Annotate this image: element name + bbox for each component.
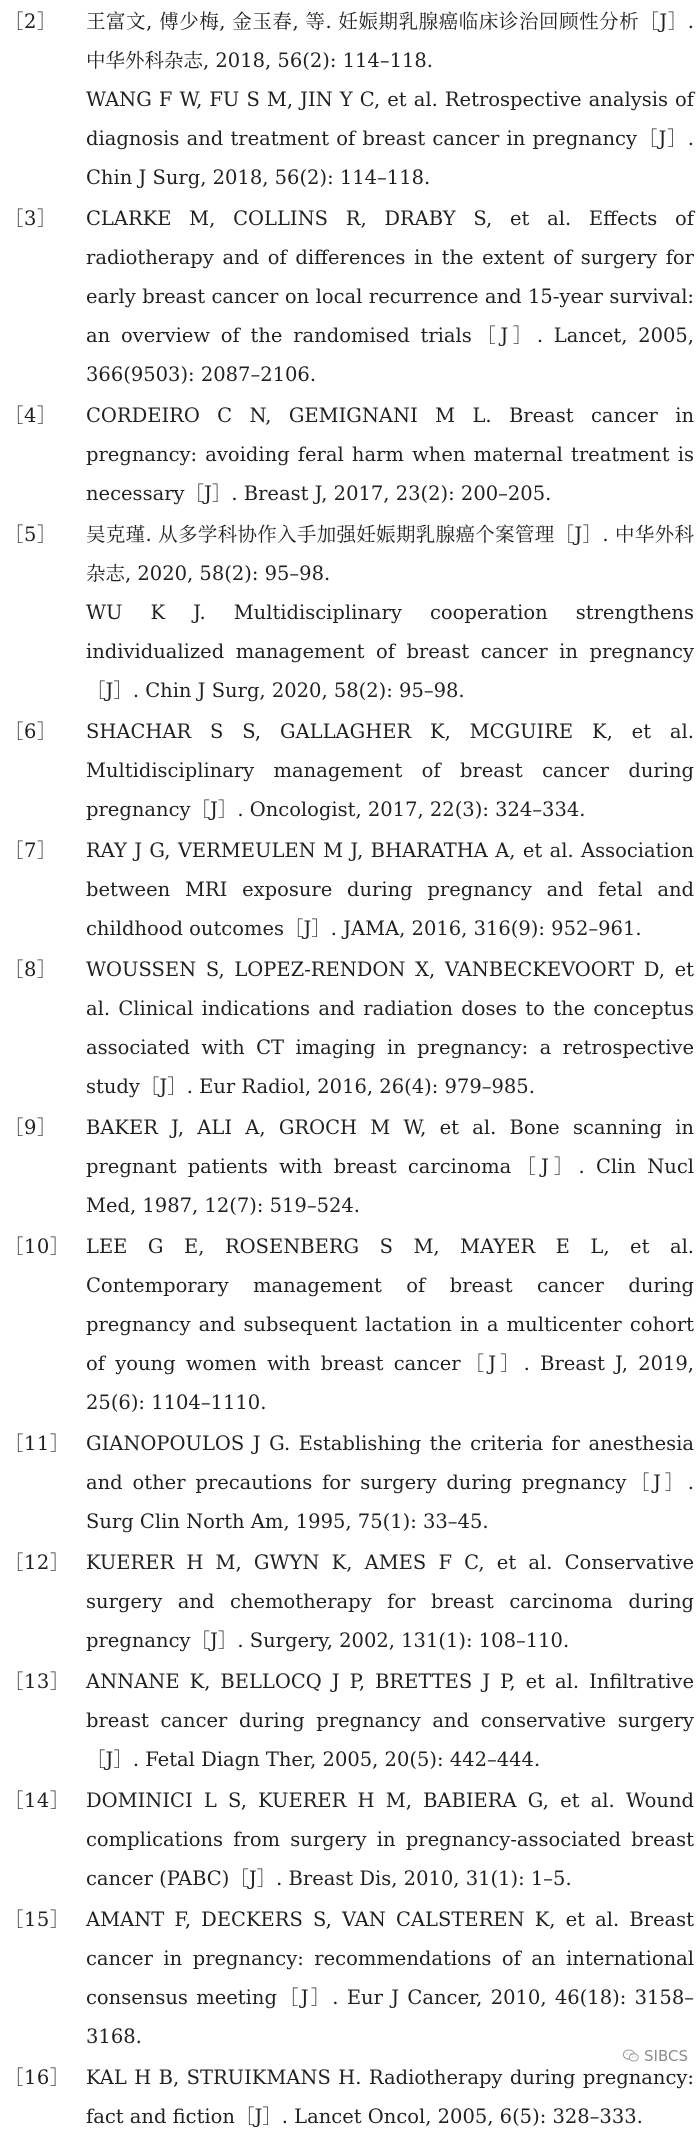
reference-text: KAL H B, STRUIKMANS H. Radiotherapy during pregnancy: fact and fiction［J］. Lancet Oncol, 2005, 6(5): 328–333. <box>86 2066 694 2128</box>
reference-text-en: WANG F W, FU S M, JIN Y C, et al. Retrospective analysis of diagnosis and treatment of breast cancer in pregnancy［J］. Chin J Surg, 2018, 56(2): 114–118. <box>86 88 694 189</box>
wechat-icon <box>622 2049 640 2063</box>
reference-number: ［16］ <box>4 2066 70 2089</box>
reference-text-zh: 吴克瑾. 从多学科协作入手加强妊娠期乳腺癌个案管理［J］. 中华外科杂志, 2020, 58(2): 95–98. <box>86 523 694 585</box>
watermark <box>622 2047 688 2065</box>
reference-text: DOMINICI L S, KUERER H M, BABIERA G, et al. Wound complications from surgery in pregnancy-associated breast cancer (PABC)［J］. Breast Dis, 2010, 31(1): 1–5. <box>86 1789 694 1890</box>
reference-text: AMANT F, DECKERS S, VAN CALSTEREN K, et al. Breast cancer in pregnancy: recommendations of an international consensus meeting［J］. Eur J Cancer, 2010, 46(18): 3158–3168. <box>86 1908 694 2048</box>
reference-number: ［15］ <box>4 1908 70 1931</box>
reference-item <box>0 831 696 948</box>
reference-item <box>0 1227 696 1422</box>
reference-number: ［4］ <box>4 404 57 427</box>
reference-text: GIANOPOULOS J G. Establishing the criteria for anesthesia and other precautions for surgery during pregnancy［J］. Surg Clin North Am, 1995, 75(1): 33–45. <box>86 1432 694 1533</box>
reference-text: LEE G E, ROSENBERG S M, MAYER E L, et al. Contemporary management of breast cancer during pregnancy and subsequent lactation in a multicenter cohort of young women with breast cancer［J］. Breast J, 2019, 25(6): 1104–1110. <box>86 1235 694 1414</box>
reference-item <box>0 515 696 710</box>
reference-text: SHACHAR S S, GALLAGHER K, MCGUIRE K, et al. Multidisciplinary management of breast cancer during pregnancy［J］. Oncologist, 2017, 22(3): 324–334. <box>86 720 694 821</box>
reference-number: ［5］ <box>4 523 57 546</box>
reference-item <box>0 1543 696 1660</box>
reference-number: ［7］ <box>4 839 57 862</box>
reference-item <box>0 1108 696 1225</box>
reference-item <box>0 2058 696 2136</box>
reference-text: CORDEIRO C N, GEMIGNANI M L. Breast cancer in pregnancy: avoiding feral harm when maternal treatment is necessary［J］. Breast J, 2017, 23(2): 200–205. <box>86 404 694 505</box>
reference-item <box>0 950 696 1106</box>
reference-number: ［12］ <box>4 1551 70 1574</box>
reference-number: ［6］ <box>4 720 57 743</box>
reference-number: ［11］ <box>4 1432 70 1455</box>
reference-item <box>0 2 696 197</box>
reference-number: ［2］ <box>4 10 57 33</box>
reference-text: WOUSSEN S, LOPEZ-RENDON X, VANBECKEVOORT D, et al. Clinical indications and radiation doses to the conceptus associated with CT imaging in pregnancy: a retrospective study［J］. Eur Radiol, 2016, 26(4): 979–985. <box>86 958 694 1098</box>
watermark-text: SIBCS <box>644 2047 688 2065</box>
reference-item <box>0 1900 696 2056</box>
reference-number: ［10］ <box>4 1235 70 1258</box>
reference-item <box>0 1662 696 1779</box>
reference-number: ［14］ <box>4 1789 70 1812</box>
reference-item <box>0 199 696 394</box>
reference-item <box>0 396 696 513</box>
reference-number: ［3］ <box>4 207 57 230</box>
reference-number: ［8］ <box>4 958 57 981</box>
reference-number: ［9］ <box>4 1116 57 1139</box>
reference-text: RAY J G, VERMEULEN M J, BHARATHA A, et al. Association between MRI exposure during pregnancy and fetal and childhood outcomes［J］. JAMA, 2016, 316(9): 952–961. <box>86 839 694 940</box>
reference-text: KUERER H M, GWYN K, AMES F C, et al. Conservative surgery and chemotherapy for breast carcinoma during pregnancy［J］. Surgery, 2002, 131(1): 108–110. <box>86 1551 694 1652</box>
reference-item <box>0 1781 696 1898</box>
reference-text: BAKER J, ALI A, GROCH M W, et al. Bone scanning in pregnant patients with breast carcinoma［J］. Clin Nucl Med, 1987, 12(7): 519–524. <box>86 1116 694 1217</box>
reference-item <box>0 712 696 829</box>
reference-text: ANNANE K, BELLOCQ J P, BRETTES J P, et al. Infiltrative breast cancer during pregnancy and conservative surgery［J］. Fetal Diagn Ther, 2005, 20(5): 442–444. <box>86 1670 694 1771</box>
reference-text-zh: 王富文, 傅少梅, 金玉春, 等. 妊娠期乳腺癌临床诊治回顾性分析［J］. 中华外科杂志, 2018, 56(2): 114–118. <box>86 10 694 72</box>
reference-text-en: WU K J. Multidisciplinary cooperation strengthens individualized management of breast cancer in pregnancy［J］. Chin J Surg, 2020, 58(2): 95–98. <box>86 601 694 702</box>
reference-item <box>0 1424 696 1541</box>
reference-list <box>0 2 696 2138</box>
reference-number: ［13］ <box>4 1670 70 1693</box>
reference-text: CLARKE M, COLLINS R, DRABY S, et al. Effects of radiotherapy and of differences in the extent of surgery for early breast cancer on local recurrence and 15-year survival: an overview of the randomised trials［J］. Lancet, 2005, 366(9503): 2087–2106. <box>86 207 694 386</box>
